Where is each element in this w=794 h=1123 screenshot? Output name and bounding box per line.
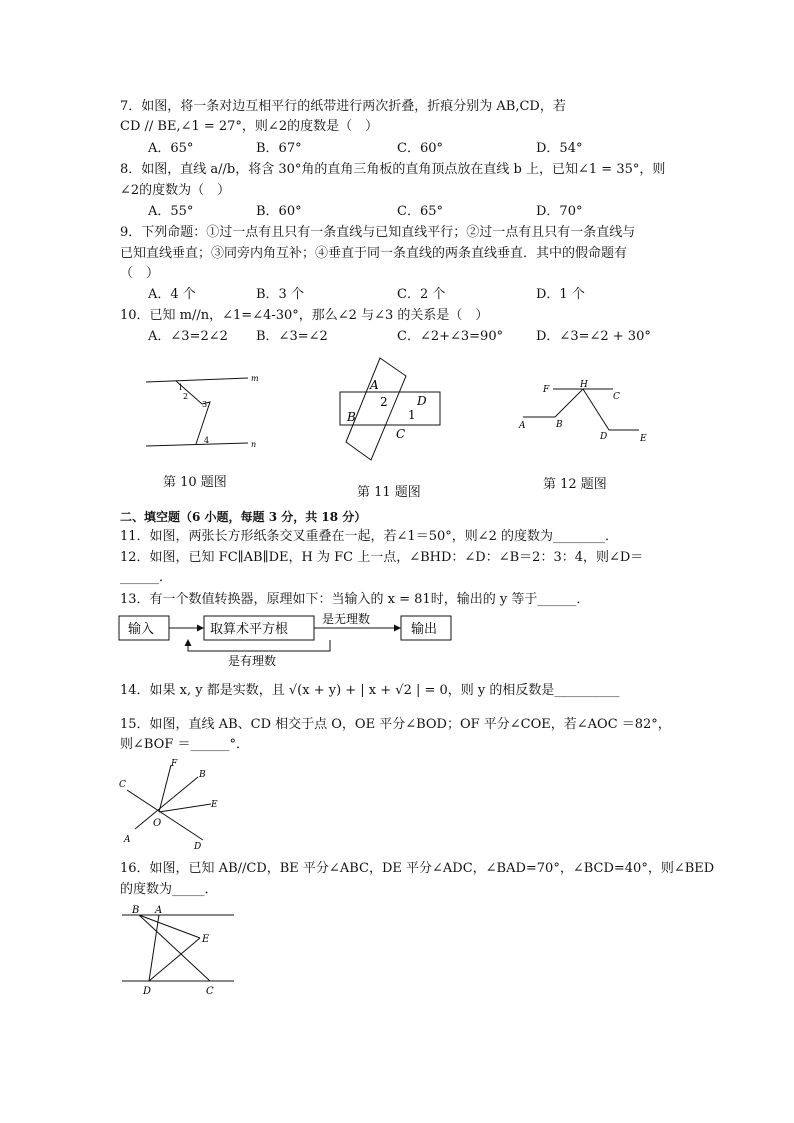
label-B: B — [132, 905, 140, 916]
segment-BE — [139, 915, 200, 938]
q12-line2: ______． — [120, 570, 173, 585]
figure-12-caption: 第 12 题图 — [543, 477, 607, 492]
angle-2-label: 2 — [380, 395, 388, 409]
q16-line1: 16．如图，已知 AB//CD，BE 平分∠ABC，DE 平分∠ADC，∠BAD=70°，∠BCD=40°，则∠BED — [120, 861, 715, 876]
label-D: D — [417, 394, 427, 408]
line-CD — [127, 790, 203, 840]
q15-line2: 则∠BOF ＝______°． — [120, 737, 249, 752]
figure-10 — [138, 370, 263, 455]
rational-label: 是有理数 — [228, 654, 277, 668]
q9-line3: （ ） — [120, 266, 160, 281]
q9-option-d: D．1 个 — [536, 287, 585, 302]
label-E: E — [640, 434, 647, 444]
q10-option-d: D．∠3=∠2 + 30° — [536, 329, 651, 344]
angle-2-label: 2 — [183, 392, 189, 401]
label-B: B — [347, 410, 356, 424]
label-C: C — [613, 392, 620, 402]
paper-strip-tilted — [346, 358, 406, 460]
q9-option-c: C．2 个 — [397, 287, 446, 302]
q8-option-b: B．60° — [256, 204, 302, 219]
q9-option-b: B．3 个 — [256, 287, 304, 302]
q13-line1: 13．有一个数值转换器，原理如下：当输入的 x = 81时，输出的 y 等于______． — [120, 592, 590, 607]
irrational-label: 是无理数 — [322, 612, 371, 626]
label-B: B — [556, 420, 563, 430]
label-C: C — [396, 427, 406, 441]
q8-option-c: C．65° — [397, 204, 443, 219]
converter-flowchart — [118, 609, 458, 671]
q7-line2: CD // BE,∠1 = 27°，则∠2的度数是（ ） — [120, 119, 379, 134]
q7-option-b: B．67° — [256, 141, 302, 156]
label-n: n — [251, 440, 257, 449]
section-2-title: 二、填空题（6 小题，每题 3 分，共 18 分） — [120, 510, 367, 524]
segment-BC — [139, 915, 210, 981]
angle-4-label: 4 — [204, 436, 210, 445]
angle-1-label: 1 — [408, 408, 416, 422]
label-B: B — [199, 770, 206, 780]
label-A: A — [519, 421, 526, 431]
output-box-label: 输出 — [411, 622, 438, 637]
label-O: O — [153, 818, 162, 829]
q16-line2: 的度数为_____． — [120, 882, 218, 897]
label-A: A — [155, 905, 163, 916]
q8-option-a: A．55° — [148, 204, 194, 219]
label-E: E — [211, 800, 218, 810]
label-m: m — [251, 374, 259, 383]
segment-DE — [149, 938, 200, 981]
label-A: A — [124, 835, 131, 845]
q7-option-d: D．54° — [536, 141, 583, 156]
label-A: A — [370, 378, 379, 392]
q8-option-d: D．70° — [536, 204, 583, 219]
input-box-label: 输入 — [128, 622, 155, 637]
q10-option-b: B．∠3=∠2 — [256, 329, 328, 344]
q7-line1: 7．如图，将一条对边互相平行的纸带进行两次折叠，折痕分别为 AB,CD，若 — [120, 99, 566, 114]
ray-OF — [159, 765, 171, 812]
line-AB — [135, 777, 198, 829]
path-ABHDE — [523, 389, 639, 430]
label-D: D — [143, 986, 152, 997]
label-C: C — [119, 780, 126, 790]
feedback-arrow — [188, 640, 330, 651]
label-F: F — [171, 759, 178, 769]
label-C: C — [206, 986, 214, 997]
process-box-label: 取算术平方根 — [210, 622, 289, 637]
label-D: D — [194, 842, 202, 850]
line-m — [146, 378, 248, 382]
segment-AD — [149, 915, 159, 981]
figure-11-caption: 第 11 题图 — [357, 485, 421, 500]
q14-line1: 14．如果 x, y 都是实数，且 √(x + y) + | x + √2 | = 0，则 y 的相反数是__________ — [120, 683, 620, 698]
figure-11 — [328, 355, 458, 465]
label-F: F — [543, 385, 550, 395]
figure-10-caption: 第 10 题图 — [163, 475, 227, 490]
q7-option-c: C．60° — [397, 141, 443, 156]
q10-option-c: C．∠2+∠3=90° — [397, 329, 504, 344]
q7-option-a: A．65° — [148, 141, 194, 156]
label-E: E — [202, 934, 210, 945]
label-D: D — [600, 432, 608, 442]
q8-line2: ∠2的度数为（ ） — [120, 183, 231, 198]
q11-line1: 11．如图，两张长方形纸条交叉重叠在一起，若∠1＝50°，则∠2 的度数为________． — [120, 529, 619, 544]
figure-15 — [115, 755, 230, 850]
angle-1-label: 1 — [178, 383, 184, 392]
label-H: H — [580, 380, 588, 390]
figure-16 — [118, 900, 240, 1000]
q9-option-a: A．4 个 — [148, 287, 196, 302]
q10-line1: 10．已知 m//n，∠1=∠4-30°，那么∠2 与∠3 的关系是（ ） — [120, 308, 489, 323]
q9-line1: 9．下列命题：①过一点有且只有一条直线与已知直线平行；②过一点有且只有一条直线与 — [120, 225, 636, 240]
q9-line2: 已知直线垂直；③同旁内角互补；④垂直于同一条直线的两条直线垂直．其中的假命题有 — [120, 246, 628, 261]
q10-option-a: A．∠3=2∠2 — [148, 329, 228, 344]
line-n — [146, 443, 248, 446]
angle-3-label: 3 — [202, 400, 208, 409]
q15-line1: 15．如图，直线 AB、CD 相交于点 O，OE 平分∠BOD；OF 平分∠COE，若∠AOC ＝82°， — [120, 717, 671, 732]
q12-line1: 12．如图，已知 FC∥AB∥DE，H 为 FC 上一点，∠BHD：∠D：∠B＝2：3：4，则∠D＝ — [120, 550, 644, 565]
q8-line1: 8．如图，直线 a//b，将含 30°角的直角三角板的直角顶点放在直线 b 上，已知∠1 = 35°，则 — [120, 162, 666, 177]
figure-12 — [513, 375, 653, 450]
ray-OE — [159, 804, 211, 812]
